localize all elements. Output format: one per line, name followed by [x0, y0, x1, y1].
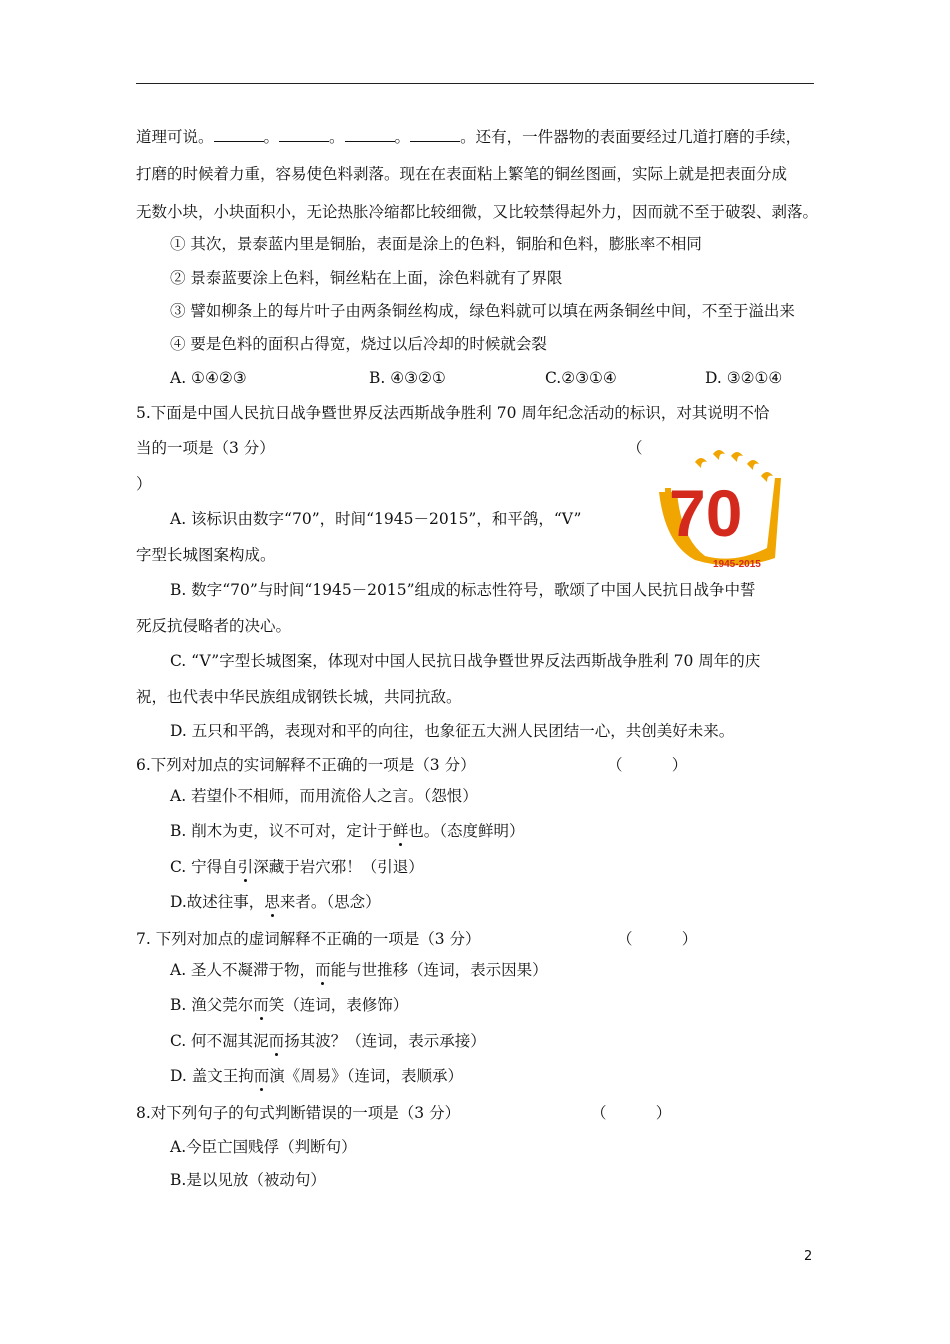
separator: 。	[329, 128, 345, 146]
option-text: 也。（态度鲜明）	[408, 822, 525, 840]
header-rule	[136, 83, 814, 84]
page-number: 2	[804, 1249, 813, 1264]
anniversary-70-logo	[655, 448, 785, 573]
dotted-word: 而	[268, 1032, 285, 1050]
q8-option-a: A.今臣亡国贱俘（判断句）	[170, 1138, 357, 1156]
q5-stem-line-1: 5.下面是中国人民抗日战争暨世界反法西斯战争胜利 70 周年纪念活动的标识，对其说明不恰	[136, 404, 770, 422]
fill-blank	[345, 127, 395, 142]
q5-option-c-line-1: C. “V”字型长城图案，体现对中国人民抗日战争暨世界反法西斯战争胜利 70 周年的庆	[170, 652, 761, 670]
q7-stem: 7. 下列对加点的虚词解释不正确的一项是（3 分）	[136, 930, 481, 948]
option-text: B. 渔父莞尔	[170, 996, 254, 1014]
dotted-word: 鲜	[392, 822, 409, 840]
sentence-4: ④ 要是色料的面积占得宽，烧过以后冷却的时候就会裂	[170, 335, 547, 353]
q5-option-b-line-1: B. 数字“70”与时间“1945－2015”组成的标志性符号，歌颂了中国人民抗日战争中誓	[170, 581, 756, 599]
q4-option-d: D. ③②①④	[705, 369, 783, 387]
q5-option-a-line-1: A. 该标识由数字“70”，时间“1945－2015”，和平鸽，“V”	[170, 510, 582, 528]
q4-option-c: C.②③①④	[545, 369, 617, 387]
option-text: C. 宁得自	[170, 858, 238, 876]
sentence-1: ① 其次，景泰蓝内里是铜胎，表面是涂上的色料，铜胎和色料，膨胀率不相同	[170, 235, 702, 253]
q6-answer-paren: （ ）	[607, 756, 688, 774]
dotted-word: 而	[253, 996, 269, 1014]
q6-stem: 6.下列对加点的实词解释不正确的一项是（3 分）	[136, 756, 476, 774]
q5-stem-line-2: 当的一项是（3 分）	[136, 439, 275, 457]
fill-blank	[279, 127, 329, 142]
q8-stem: 8.对下列句子的句式判断错误的一项是（3 分）	[136, 1104, 461, 1122]
q5-option-a-line-2: 字型长城图案构成。	[136, 546, 276, 564]
q8-option-b: B.是以见放（被动句）	[170, 1171, 326, 1189]
answer-paren-open: （	[627, 439, 643, 457]
q6-option-a: A. 若望仆不相师，而用流俗人之言。（怨恨）	[170, 787, 478, 805]
dotted-word: 而	[315, 961, 331, 979]
q5-option-c-line-2: 祝，也代表中华民族组成钢铁长城，共同抗敌。	[136, 688, 462, 706]
q7-option-b	[170, 995, 408, 1015]
q4-option-a: A. ①④②③	[170, 369, 247, 387]
q4-option-b: B. ④③②①	[369, 369, 446, 387]
fill-blank	[410, 127, 460, 142]
separator: 。	[263, 128, 280, 146]
q8-answer-paren: （ ）	[591, 1104, 672, 1122]
option-text: D. 盖文王拘	[170, 1067, 254, 1085]
q6-option-c	[170, 857, 424, 877]
dotted-word: 思	[264, 893, 280, 911]
q5-option-b-line-2: 死反抗侵略者的决心。	[136, 617, 292, 635]
intro-line-1	[136, 127, 801, 147]
option-text: 笑（连词，表修饰）	[268, 996, 409, 1014]
dotted-word: 引	[237, 858, 254, 876]
dotted-word: 而	[253, 1067, 270, 1085]
option-text: D.故述往事，	[170, 893, 265, 911]
option-text: 深藏于岩穴邪！（引退）	[253, 858, 424, 876]
answer-paren-close: ）	[136, 475, 152, 493]
option-text: 演《周易》（连词，表顺承）	[269, 1067, 464, 1085]
q6-option-b	[170, 821, 525, 841]
option-text: 能与世推移（连词，表示因果）	[330, 961, 548, 979]
option-text: B. 削木为吏，议不可对，定计于	[170, 822, 393, 840]
option-text: 来者。（思念）	[279, 893, 381, 911]
sentence-2: ② 景泰蓝要涂上色料，铜丝粘在上面，涂色料就有了界限	[170, 269, 563, 287]
logo-number: 70	[669, 476, 743, 550]
separator: 。	[394, 128, 411, 146]
logo-years: 1945-2015	[713, 559, 761, 570]
option-text: A. 圣人不凝滞于物，	[170, 961, 316, 979]
option-text: C. 何不淈其泥	[170, 1032, 269, 1050]
q7-option-c	[170, 1031, 486, 1051]
q7-option-a	[170, 960, 548, 980]
fill-blank	[214, 127, 264, 142]
intro-text: 。还有，一件器物的表面要经过几道打磨的手续，	[460, 128, 802, 146]
sentence-3: ③ 譬如柳条上的每片叶子由两条铜丝构成，绿色料就可以填在两条铜丝中间，不至于溢出来	[170, 302, 795, 320]
q6-option-d	[170, 892, 381, 912]
intro-line-2: 打磨的时候着力重，容易使色料剥落。现在在表面粘上繁笔的铜丝图画，实际上就是把表面分成	[136, 165, 788, 183]
q5-option-d: D. 五只和平鸽，表现对和平的向往，也象征五大洲人民团结一心，共创美好未来。	[170, 722, 735, 740]
intro-line-3: 无数小块，小块面积小，无论热胀冷缩都比较细微，又比较禁得起外力，因而就不至于破裂、剥落。	[136, 203, 819, 221]
intro-text: 道理可说。	[136, 128, 214, 146]
q7-answer-paren: （ ）	[617, 930, 698, 948]
q7-option-d	[170, 1066, 463, 1086]
option-text: 扬其波？（连词，表示承接）	[284, 1032, 486, 1050]
